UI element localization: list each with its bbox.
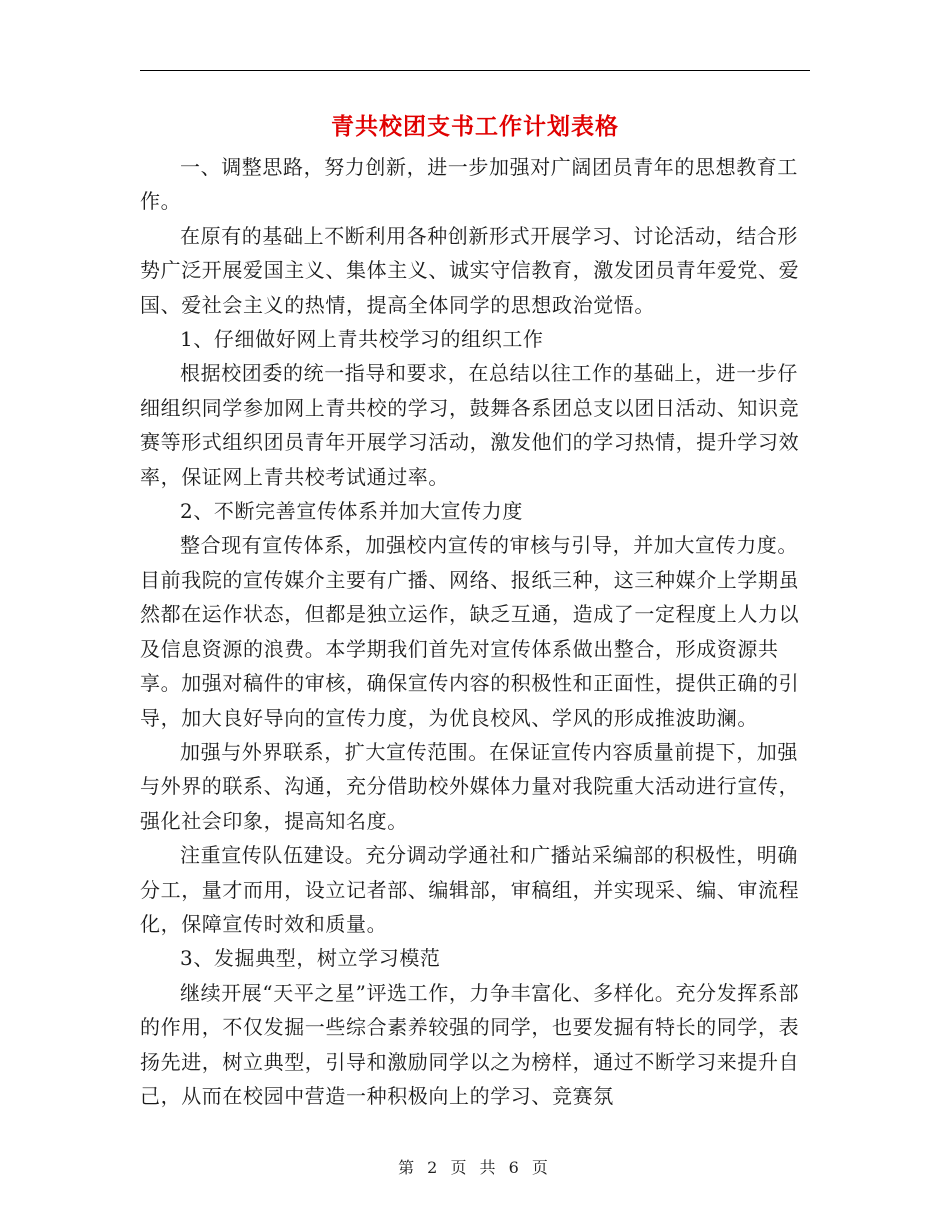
paragraph: 根据校团委的统一指导和要求，在总结以往工作的基础上，进一步仔细组织同学参加网上青共校的学习，鼓舞各系团总支以团日活动、知识竞赛等形式组织团员青年开展学习活动，激发他们的学习热情，提升学习效率，保证网上青共校考试通过率。: [140, 361, 800, 489]
paragraph: 加强与外界联系，扩大宣传范围。在保证宣传内容质量前提下，加强与外界的联系、沟通，充分借助校外媒体力量对我院重大活动进行宣传，强化社会印象，提高知名度。: [140, 739, 800, 833]
paragraph: 继续开展“天平之星”评选工作，力争丰富化、多样化。充分发挥系部的作用，不仅发掘一些综合素养较强的同学，也要发掘有特长的同学，表扬先进，树立典型，引导和激励同学以之为榜样，通过不断学习来提升自己，从而在校园中营造一种积极向上的学习、竞赛氛: [140, 980, 800, 1108]
page-number-footer: 第 2 页 共 6 页: [398, 1158, 552, 1177]
subheading-2: 2、不断完善宣传体系并加大宣传力度: [180, 499, 523, 524]
document-title: 青共校团支书工作计划表格: [331, 113, 619, 140]
paragraph: 注重宣传队伍建设。充分调动学通社和广播站采编部的积极性，明确分工，量才而用，设立记者部、编辑部，审稿组，并实现采、编、审流程化，保障宣传时效和质量。: [140, 843, 800, 936]
subheading-1: 1、仔细做好网上青共校学习的组织工作: [180, 327, 544, 352]
section-heading-1: 一、调整思路，努力创新，进一步加强对广阔团员青年的思想教育工作。: [140, 155, 798, 214]
paragraph: 整合现有宣传体系，加强校内宣传的审核与引导，并加大宣传力度。目前我院的宣传媒介主要有广播、网络、报纸三种，这三种媒介上学期虽然都在运作状态，但都是独立运作，缺乏互通，造成了一定程度上人力以及信息资源的浪费。本学期我们首先对宣传体系做出整合，形成资源共享。加强对稿件的审核，确保宣传内容的积极性和正面性，提供正确的引导，加大良好导向的宣传力度，为优良校风、学风的形成推波助澜。: [140, 533, 800, 730]
header-rule: [140, 70, 810, 71]
document-body: [140, 150, 812, 1113]
subheading-3: 3、发掘典型，树立学习模范: [180, 946, 441, 971]
paragraph: 在原有的基础上不断利用各种创新形式开展学习、讨论活动，结合形势广泛开展爱国主义、集体主义、诚实守信教育，激发团员青年爱党、爱国、爱社会主义的热情，提高全体同学的思想政治觉悟。: [140, 223, 800, 317]
